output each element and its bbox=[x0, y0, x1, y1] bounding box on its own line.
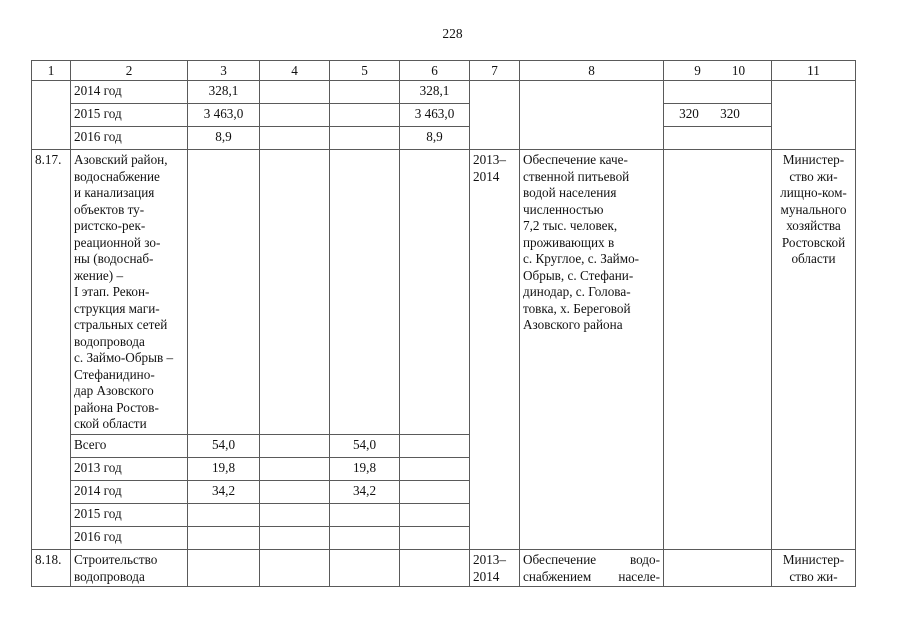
value-col-10: 320 bbox=[720, 106, 740, 121]
program-table bbox=[31, 60, 856, 587]
year-label: 2016 год bbox=[71, 527, 188, 550]
item-number: 8.18. bbox=[32, 550, 71, 587]
table-row bbox=[32, 435, 856, 458]
year-label: 2016 год bbox=[71, 127, 188, 150]
item-executor: Министер- ство жи- лищно-ком- мунального хозяйства Ростовской области bbox=[772, 150, 856, 435]
table-row bbox=[32, 104, 856, 127]
value-col-5 bbox=[330, 527, 400, 550]
table-row bbox=[32, 127, 856, 150]
value-col-3: 328,1 bbox=[188, 81, 260, 104]
year-label: 2013 год bbox=[71, 458, 188, 481]
item-8-18-row bbox=[32, 550, 856, 587]
table-row bbox=[32, 81, 856, 104]
year-label: 2015 год bbox=[71, 104, 188, 127]
header-col-7: 7 bbox=[470, 61, 520, 81]
header-col-3: 3 bbox=[188, 61, 260, 81]
header-col-8: 8 bbox=[520, 61, 664, 81]
page-number: 228 bbox=[442, 26, 463, 41]
value-col-3 bbox=[188, 527, 260, 550]
item-years: 2013– 2014 bbox=[470, 150, 520, 435]
value-col-6: 3 463,0 bbox=[400, 104, 470, 127]
header-col-9-10 bbox=[664, 61, 772, 81]
value-col-5: 34,2 bbox=[330, 481, 400, 504]
item-goal: Обеспечение водо- снабжением населе- bbox=[520, 550, 664, 587]
value-col-3: 34,2 bbox=[188, 481, 260, 504]
year-label: 2015 год bbox=[71, 504, 188, 527]
header-col-9: 9 bbox=[694, 63, 701, 78]
value-col-5: 54,0 bbox=[330, 435, 400, 458]
header-col-1: 1 bbox=[32, 61, 71, 81]
value-col-5 bbox=[330, 504, 400, 527]
value-col-5: 19,8 bbox=[330, 458, 400, 481]
year-label: 2014 год bbox=[71, 81, 188, 104]
year-label: Всего bbox=[71, 435, 188, 458]
item-goal: Обеспечение каче- ственной питьевой водой населения численностью 7,2 тыс. человек, проживающих в с. Круглое, с. Займо- Обрыв, с. Стефани- динодар, с. Голова- товка, х. Береговой Азовского района bbox=[520, 150, 664, 435]
value-col-3: 3 463,0 bbox=[188, 104, 260, 127]
value-col-3: 8,9 bbox=[188, 127, 260, 150]
value-col-6: 8,9 bbox=[400, 127, 470, 150]
item-name: Азовский район, водоснабжение и канализация объектов ту- ристско-рек- реационной зо- ны (водоснаб- жение) – I этап. Рекон- струкция маги- стральных сетей водопровода с. Займо-Обрыв – Стефанидино- дар Азовского района Ростов- ской области bbox=[71, 150, 188, 435]
value-col-9: 320 bbox=[679, 106, 699, 121]
header-col-2: 2 bbox=[71, 61, 188, 81]
value-col-6: 328,1 bbox=[400, 81, 470, 104]
header-col-5: 5 bbox=[330, 61, 400, 81]
table-row bbox=[32, 527, 856, 550]
header-col-6: 6 bbox=[400, 61, 470, 81]
table-row bbox=[32, 504, 856, 527]
table-row bbox=[32, 458, 856, 481]
table-row bbox=[32, 481, 856, 504]
year-label: 2014 год bbox=[71, 481, 188, 504]
item-number: 8.17. bbox=[32, 150, 71, 435]
item-name: Строительство водопровода bbox=[71, 550, 188, 587]
item-years: 2013– 2014 bbox=[470, 550, 520, 587]
value-col-3: 54,0 bbox=[188, 435, 260, 458]
item-8-17-row bbox=[32, 150, 856, 435]
value-col-3 bbox=[188, 504, 260, 527]
value-col-3: 19,8 bbox=[188, 458, 260, 481]
header-col-4: 4 bbox=[260, 61, 330, 81]
item-executor: Министер- ство жи- bbox=[772, 550, 856, 587]
header-col-10: 10 bbox=[731, 63, 746, 78]
header-row bbox=[32, 61, 856, 81]
header-col-11: 11 bbox=[772, 61, 856, 81]
